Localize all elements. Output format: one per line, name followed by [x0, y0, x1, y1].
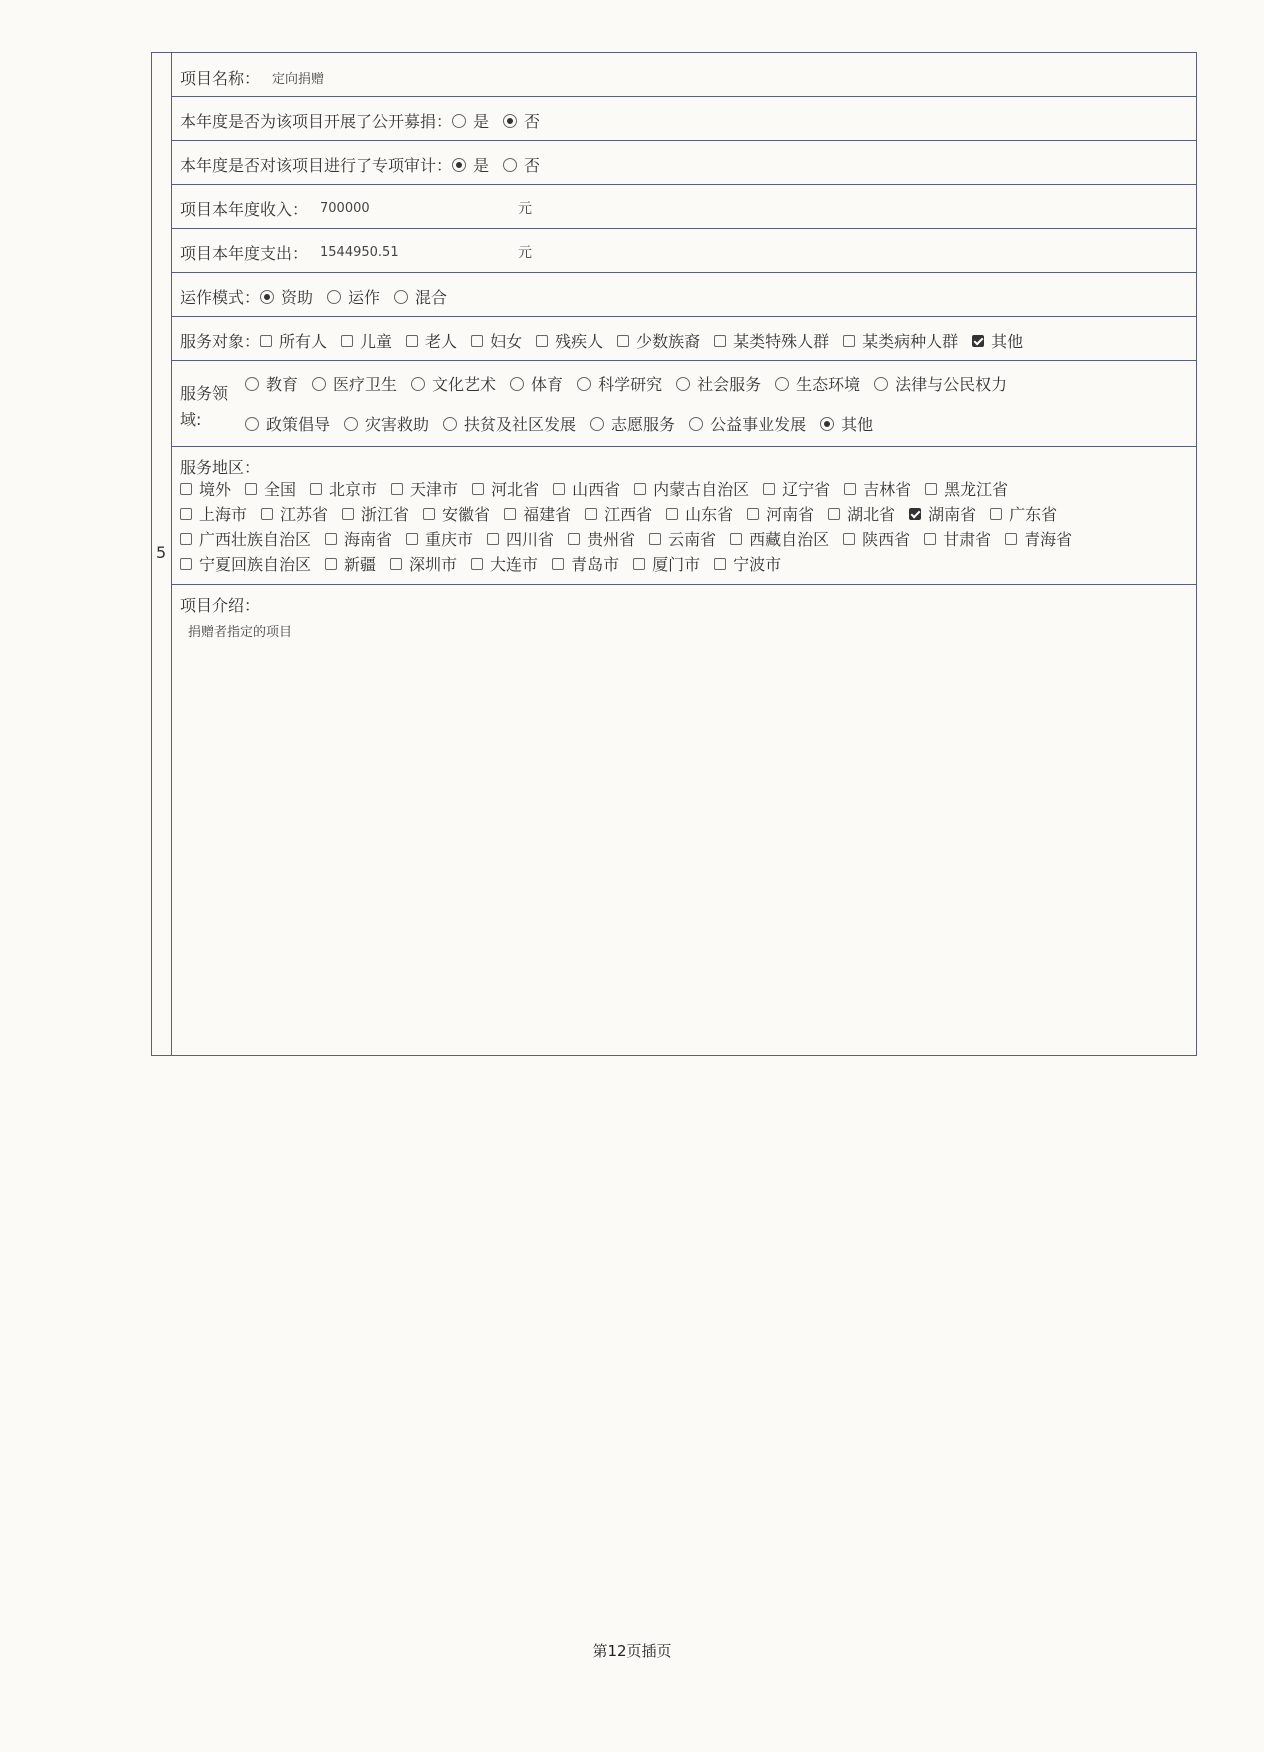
radio-button-unchecked[interactable]	[590, 417, 604, 431]
option-label: 湖北省	[847, 505, 896, 524]
option-item[interactable]	[443, 412, 576, 435]
service-regions-label: 服务地区：	[180, 458, 261, 477]
radio-button-unchecked[interactable]	[510, 377, 524, 391]
option-item[interactable]	[391, 477, 458, 500]
option-label: 河南省	[766, 505, 815, 524]
expense-label: 项目本年度支出：	[180, 244, 309, 263]
checkbox-unchecked[interactable]	[843, 533, 855, 545]
option-item[interactable]	[874, 372, 1007, 395]
option-label: 志愿服务	[611, 415, 676, 434]
option-item[interactable]	[714, 329, 829, 352]
checkbox-unchecked[interactable]	[649, 533, 661, 545]
service-fields-label-line1: 服务领	[180, 384, 229, 403]
option-label: 重庆市	[425, 530, 474, 549]
option-label: 宁波市	[733, 555, 782, 574]
option-item[interactable]	[325, 552, 376, 575]
option-item[interactable]	[714, 552, 781, 575]
option-item[interactable]	[820, 412, 873, 435]
radio-button-unchecked[interactable]	[245, 417, 259, 431]
option-label: 儿童	[360, 332, 393, 351]
project-intro-value: 捐赠者指定的项目	[188, 625, 293, 640]
option-item[interactable]	[406, 527, 473, 550]
option-label: 法律与公民权力	[895, 375, 1008, 394]
option-item[interactable]	[452, 109, 489, 132]
service-targets-row	[172, 317, 1196, 361]
service-fields-options-row2	[245, 412, 887, 435]
checkbox-unchecked[interactable]	[925, 483, 937, 495]
expense-value: 1544950.51	[320, 245, 399, 260]
option-item[interactable]	[180, 552, 311, 575]
radio-button-checked[interactable]	[260, 290, 274, 304]
option-label: 妇女	[490, 332, 523, 351]
option-label: 体育	[531, 375, 564, 394]
option-item[interactable]	[487, 527, 554, 550]
option-item[interactable]	[341, 329, 392, 352]
checkbox-unchecked[interactable]	[390, 558, 402, 570]
option-label: 江苏省	[280, 505, 329, 524]
option-label: 浙江省	[361, 505, 410, 524]
checkbox-unchecked[interactable]	[844, 483, 856, 495]
option-label: 文化艺术	[432, 375, 497, 394]
option-label: 科学研究	[598, 375, 663, 394]
checkbox-unchecked[interactable]	[666, 508, 678, 520]
option-item[interactable]	[633, 552, 700, 575]
public-fundraising-row	[172, 97, 1196, 141]
option-label: 政策倡导	[266, 415, 331, 434]
option-label: 江西省	[604, 505, 653, 524]
checkbox-unchecked[interactable]	[342, 508, 354, 520]
option-label: 西藏自治区	[749, 530, 830, 549]
project-form	[151, 52, 1197, 1056]
option-item[interactable]	[689, 412, 806, 435]
option-item[interactable]	[312, 372, 397, 395]
checkbox-unchecked[interactable]	[633, 558, 645, 570]
option-label: 老人	[425, 332, 458, 351]
option-item[interactable]	[585, 502, 652, 525]
checkbox-unchecked[interactable]	[391, 483, 403, 495]
checkbox-checked[interactable]	[972, 335, 984, 347]
option-item[interactable]	[553, 477, 620, 500]
option-label: 广西壮族自治区	[199, 530, 312, 549]
checkbox-unchecked[interactable]	[325, 533, 337, 545]
option-label: 教育	[266, 375, 299, 394]
option-item[interactable]	[342, 502, 409, 525]
public-fundraising-options	[452, 109, 554, 132]
option-item[interactable]	[504, 502, 571, 525]
checkbox-unchecked[interactable]	[568, 533, 580, 545]
checkbox-unchecked[interactable]	[828, 508, 840, 520]
option-item[interactable]	[325, 527, 392, 550]
income-row	[172, 185, 1196, 229]
option-label: 青海省	[1024, 530, 1073, 549]
option-label: 其他	[841, 415, 874, 434]
service-fields-row	[172, 361, 1196, 447]
option-item[interactable]	[536, 329, 603, 352]
option-item[interactable]	[590, 412, 675, 435]
checkbox-unchecked[interactable]	[310, 483, 322, 495]
radio-button-unchecked[interactable]	[577, 377, 591, 391]
radio-button-unchecked[interactable]	[775, 377, 789, 391]
option-label: 公益事业发展	[710, 415, 807, 434]
radio-button-unchecked[interactable]	[411, 377, 425, 391]
option-item[interactable]	[990, 502, 1057, 525]
project-intro-row	[172, 585, 1196, 1055]
option-label: 宁夏回族自治区	[199, 555, 312, 574]
option-item[interactable]	[843, 527, 910, 550]
checkbox-unchecked[interactable]	[1005, 533, 1017, 545]
option-item[interactable]	[260, 285, 313, 308]
option-label: 河北省	[491, 480, 540, 499]
option-item[interactable]	[411, 372, 496, 395]
checkbox-checked[interactable]	[909, 508, 921, 520]
income-unit: 元	[518, 201, 532, 217]
checkbox-unchecked[interactable]	[472, 483, 484, 495]
option-item[interactable]	[925, 477, 1008, 500]
option-item[interactable]	[775, 372, 860, 395]
checkbox-unchecked[interactable]	[325, 558, 337, 570]
service-regions-options-row3	[180, 527, 1086, 550]
row-index: 5	[156, 543, 167, 562]
option-item[interactable]	[844, 477, 911, 500]
option-label: 甘肃省	[943, 530, 992, 549]
option-label: 深圳市	[409, 555, 458, 574]
option-item[interactable]	[245, 412, 330, 435]
option-item[interactable]	[972, 329, 1023, 352]
checkbox-unchecked[interactable]	[714, 558, 726, 570]
option-label: 贵州省	[587, 530, 636, 549]
option-item[interactable]	[452, 153, 489, 176]
option-item[interactable]	[649, 527, 716, 550]
option-label: 境外	[199, 480, 232, 499]
radio-button-checked[interactable]	[503, 114, 517, 128]
special-audit-row	[172, 141, 1196, 185]
option-label: 某类特殊人群	[733, 332, 830, 351]
option-label: 新疆	[344, 555, 377, 574]
option-item[interactable]	[327, 285, 380, 308]
checkbox-unchecked[interactable]	[180, 483, 192, 495]
option-item[interactable]	[471, 552, 538, 575]
option-label: 某类病种人群	[862, 332, 959, 351]
option-label: 医疗卫生	[333, 375, 398, 394]
radio-button-unchecked[interactable]	[344, 417, 358, 431]
operation-mode-label: 运作模式：	[180, 288, 261, 307]
option-item[interactable]	[617, 329, 700, 352]
radio-button-unchecked[interactable]	[452, 114, 466, 128]
special-audit-options	[452, 153, 554, 176]
radio-button-checked[interactable]	[820, 417, 834, 431]
checkbox-unchecked[interactable]	[180, 558, 192, 570]
project-name-value: 定向捐赠	[272, 72, 325, 87]
expense-unit: 元	[518, 245, 532, 261]
project-name-label: 项目名称：	[180, 69, 261, 88]
checkbox-unchecked[interactable]	[406, 533, 418, 545]
option-label: 大连市	[490, 555, 539, 574]
option-label: 资助	[281, 288, 314, 307]
option-label: 全国	[264, 480, 297, 499]
checkbox-unchecked[interactable]	[261, 508, 273, 520]
option-item[interactable]	[924, 527, 991, 550]
option-label: 青岛市	[571, 555, 620, 574]
expense-row	[172, 229, 1196, 273]
option-label: 灾害救助	[365, 415, 430, 434]
radio-button-unchecked[interactable]	[327, 290, 341, 304]
option-item[interactable]	[747, 502, 814, 525]
option-item[interactable]	[503, 153, 540, 176]
checkbox-unchecked[interactable]	[406, 335, 418, 347]
option-label: 少数族裔	[636, 332, 701, 351]
checkbox-unchecked[interactable]	[487, 533, 499, 545]
option-item[interactable]	[394, 285, 447, 308]
operation-mode-row	[172, 273, 1196, 317]
option-label: 天津市	[410, 480, 459, 499]
option-label: 陕西省	[862, 530, 911, 549]
option-item[interactable]	[390, 552, 457, 575]
option-label: 生态环境	[796, 375, 861, 394]
checkbox-unchecked[interactable]	[553, 483, 565, 495]
option-label: 是	[473, 112, 490, 131]
service-targets-options	[260, 329, 1037, 352]
checkbox-unchecked[interactable]	[471, 335, 483, 347]
checkbox-unchecked[interactable]	[180, 508, 192, 520]
checkbox-unchecked[interactable]	[260, 335, 272, 347]
service-regions-options-row4	[180, 552, 795, 575]
option-item[interactable]	[843, 329, 958, 352]
option-label: 社会服务	[697, 375, 762, 394]
checkbox-unchecked[interactable]	[714, 335, 726, 347]
option-label: 广东省	[1009, 505, 1058, 524]
option-item[interactable]	[406, 329, 457, 352]
checkbox-unchecked[interactable]	[504, 508, 516, 520]
option-item[interactable]	[472, 477, 539, 500]
form-content	[172, 53, 1196, 1055]
option-label: 扶贫及社区发展	[464, 415, 577, 434]
option-label: 混合	[415, 288, 448, 307]
option-item[interactable]	[260, 329, 327, 352]
option-item[interactable]	[510, 372, 563, 395]
option-item[interactable]	[245, 477, 296, 500]
radio-button-unchecked[interactable]	[676, 377, 690, 391]
radio-button-unchecked[interactable]	[443, 417, 457, 431]
radio-button-unchecked[interactable]	[245, 377, 259, 391]
option-item[interactable]	[180, 477, 231, 500]
option-label: 吉林省	[863, 480, 912, 499]
option-item[interactable]	[666, 502, 733, 525]
option-label: 所有人	[279, 332, 328, 351]
option-label: 安徽省	[442, 505, 491, 524]
checkbox-unchecked[interactable]	[552, 558, 564, 570]
checkbox-unchecked[interactable]	[585, 508, 597, 520]
option-label: 湖南省	[928, 505, 977, 524]
operation-mode-options	[260, 285, 461, 308]
option-label: 福建省	[523, 505, 572, 524]
radio-button-unchecked[interactable]	[394, 290, 408, 304]
public-fundraising-label: 本年度是否为该项目开展了公开募捐：	[180, 112, 453, 131]
checkbox-unchecked[interactable]	[843, 335, 855, 347]
checkbox-unchecked[interactable]	[763, 483, 775, 495]
radio-button-unchecked[interactable]	[503, 158, 517, 172]
option-label: 云南省	[668, 530, 717, 549]
option-item[interactable]	[180, 527, 311, 550]
option-item[interactable]	[180, 502, 247, 525]
option-label: 是	[473, 156, 490, 175]
service-targets-label: 服务对象：	[180, 332, 261, 351]
option-item[interactable]	[634, 477, 749, 500]
option-label: 黑龙江省	[944, 480, 1009, 499]
radio-button-unchecked[interactable]	[689, 417, 703, 431]
checkbox-unchecked[interactable]	[730, 533, 742, 545]
option-item[interactable]	[676, 372, 761, 395]
option-label: 北京市	[329, 480, 378, 499]
option-item[interactable]	[1005, 527, 1072, 550]
checkbox-unchecked[interactable]	[180, 533, 192, 545]
radio-button-unchecked[interactable]	[312, 377, 326, 391]
service-fields-options-row1	[245, 372, 1021, 395]
option-label: 否	[524, 156, 541, 175]
checkbox-unchecked[interactable]	[536, 335, 548, 347]
income-value: 700000	[320, 201, 370, 216]
special-audit-label: 本年度是否对该项目进行了专项审计：	[180, 156, 453, 175]
option-item[interactable]	[909, 502, 976, 525]
radio-button-unchecked[interactable]	[874, 377, 888, 391]
option-item[interactable]	[568, 527, 635, 550]
option-label: 上海市	[199, 505, 248, 524]
service-regions-options-row1	[180, 477, 1022, 500]
project-intro-label: 项目介绍：	[180, 596, 261, 615]
option-label: 否	[524, 112, 541, 131]
checkbox-unchecked[interactable]	[990, 508, 1002, 520]
option-item[interactable]	[828, 502, 895, 525]
option-item[interactable]	[552, 552, 619, 575]
option-item[interactable]	[310, 477, 377, 500]
option-label: 山西省	[572, 480, 621, 499]
project-name-row	[172, 53, 1196, 97]
checkbox-unchecked[interactable]	[245, 483, 257, 495]
option-label: 残疾人	[555, 332, 604, 351]
checkbox-unchecked[interactable]	[634, 483, 646, 495]
option-item[interactable]	[423, 502, 490, 525]
checkbox-unchecked[interactable]	[341, 335, 353, 347]
option-label: 运作	[348, 288, 381, 307]
option-item[interactable]	[730, 527, 829, 550]
option-item[interactable]	[261, 502, 328, 525]
service-regions-options-row2	[180, 502, 1071, 525]
service-fields-label-line2: 域:	[180, 410, 202, 429]
option-item[interactable]	[344, 412, 429, 435]
checkbox-unchecked[interactable]	[924, 533, 936, 545]
option-item[interactable]	[503, 109, 540, 132]
checkbox-unchecked[interactable]	[423, 508, 435, 520]
option-item[interactable]	[577, 372, 662, 395]
page-footer: 第12页插页	[592, 1642, 672, 1660]
service-regions-row	[172, 447, 1196, 585]
option-label: 其他	[991, 332, 1024, 351]
option-label: 四川省	[506, 530, 555, 549]
option-label: 厦门市	[652, 555, 701, 574]
checkbox-unchecked[interactable]	[747, 508, 759, 520]
option-label: 海南省	[344, 530, 393, 549]
option-item[interactable]	[471, 329, 522, 352]
option-label: 山东省	[685, 505, 734, 524]
option-item[interactable]	[763, 477, 830, 500]
radio-button-checked[interactable]	[452, 158, 466, 172]
option-item[interactable]	[245, 372, 298, 395]
checkbox-unchecked[interactable]	[617, 335, 629, 347]
income-label: 项目本年度收入：	[180, 200, 309, 219]
row-index-cell	[152, 53, 172, 1055]
option-label: 辽宁省	[782, 480, 831, 499]
checkbox-unchecked[interactable]	[471, 558, 483, 570]
option-label: 内蒙古自治区	[653, 480, 750, 499]
